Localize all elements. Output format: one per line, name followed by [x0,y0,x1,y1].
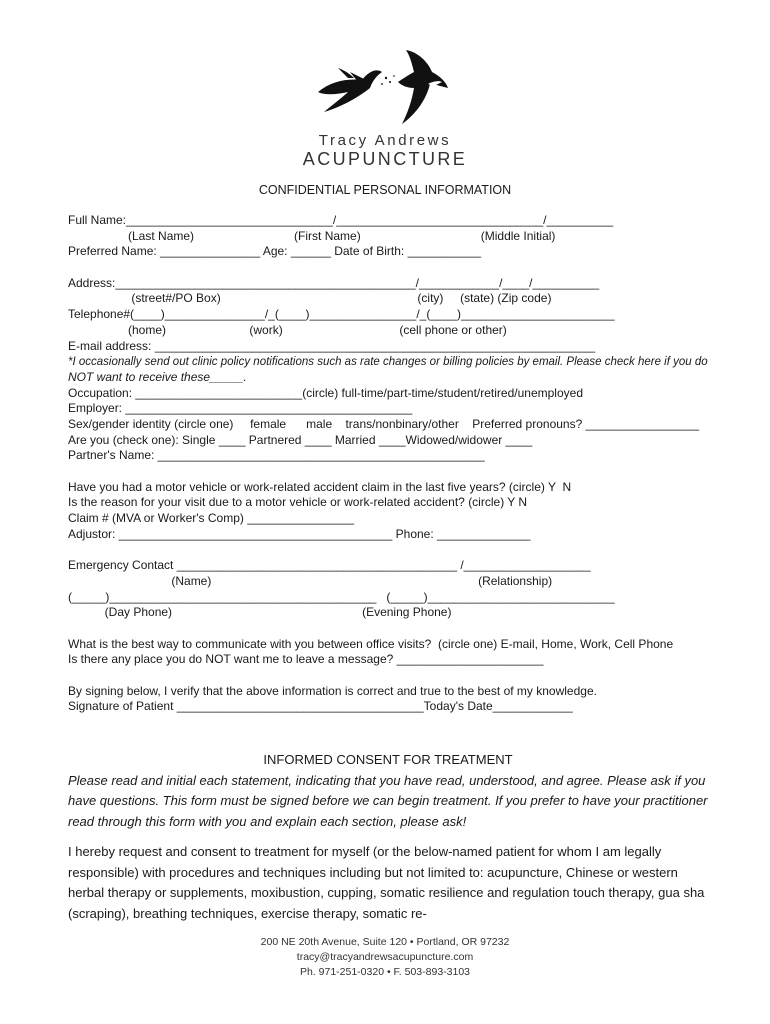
form-line: (street#/PO Box) (city) (state) (Zip code) [68,291,552,306]
form-line[interactable]: Signature of Patient _____________________________________Today's Date____________ [68,699,573,714]
form-line: (Day Phone) (Evening Phone) [68,605,452,620]
form-line [68,542,708,558]
form-line: Have you had a motor vehicle or work-related accident claim in the last five years? (circle) Y N [68,479,572,494]
form-line[interactable]: Is there any place you do NOT want me to leave a message? ______________________ [68,652,544,667]
form-line: *I occasionally send out clinic policy notifications such as rate changes or billing policies by email. Please check here if you do [68,354,708,369]
consent-title: INFORMED CONSENT FOR TREATMENT [263,752,513,767]
brand-name: Tracy Andrews [318,132,452,149]
form-line [68,621,708,637]
form-line[interactable]: Preferred Name: _______________ Age: ______ Date of Birth: ___________ [68,244,481,259]
form-line[interactable]: Claim # (MVA or Worker's Comp) ________________ [68,511,354,526]
footer [0,935,770,980]
form-line[interactable]: Employer: ___________________________________________ [68,401,413,416]
form-line[interactable]: Are you (check one): Single ____ Partnered ____ Married ____Widowed/widower ____ [68,432,533,447]
form-line: By signing below, I verify that the above information is correct and true to the best of my knowledge. [68,683,597,698]
swallows-logo-icon [310,42,460,126]
consent-section [68,750,708,924]
form-line[interactable]: Partner's Name: _________________________________________________ [68,448,485,463]
form-line: (Last Name) (First Name) (Middle Initial) [68,228,556,243]
form-line: Is the reason for your visit due to a motor vehicle or work-related accident? (circle) Y N [68,495,528,510]
brand-logo [0,42,770,170]
form-line[interactable]: E-mail address: __________________________________________________________________ [68,338,596,353]
form-line: (home) (work) (cell phone or other) [68,322,507,337]
brand-subtitle: ACUPUNCTURE [302,149,468,169]
footer-email: tracy@tracyandrewsacupuncture.com [296,951,474,963]
form-line[interactable]: Full Name:_______________________________/_______________________________/__________ [68,213,614,227]
form-line[interactable]: Occupation: _________________________(circle) full-time/part-time/student/retired/unemployed [68,385,583,400]
footer-address: 200 NE 20th Avenue, Suite 120 • Portland, OR 97232 [260,936,510,948]
form-line[interactable]: Emergency Contact __________________________________________ /___________________ [68,558,591,573]
consent-body: I hereby request and consent to treatment for myself (or the below-named patient for whom I am legally responsible) with procedures and techniques including but not limited to: acupuncture, Chinese or western herbal therapy or supplements, moxibustion, cupping, somatic resilience and regulation touch therapy, gua sha (scraping), breathing techniques, exercise therapy, somatic re- [68,844,705,921]
form-line[interactable]: Telephone#(____)_______________/_(____)________________/_(____)_______________________ [68,307,615,322]
consent-intro: Please read and initial each statement, indicating that you have read, understood, and agree. Please ask if you have questions. This form must be signed before we can begin treatment. If you prefer to have your practitioner read through this form with you and explain each section, please ask! [68,772,708,829]
form-line [68,668,708,684]
form-line: What is the best way to communicate with you between office visits? (circle one) E-mail, Home, Work, Cell Phone [68,636,674,651]
footer-phone: Ph. 971-251-0320 • F. 503-893-3103 [299,966,471,978]
personal-info-form [68,213,708,715]
form-line[interactable]: NOT want to receive these_____. [68,369,247,384]
form-title: CONFIDENTIAL PERSONAL INFORMATION [258,183,512,197]
form-line[interactable]: Address:_____________________________________________/____________/____/__________ [68,275,600,290]
form-line[interactable]: (_____)________________________________________ (_____)____________________________ [68,589,615,604]
form-line [68,464,708,480]
form-line[interactable]: Adjustor: _________________________________________ Phone: ______________ [68,526,531,541]
form-line: (Name) (Relationship) [68,573,553,588]
form-line [68,260,708,276]
form-line[interactable]: Sex/gender identity (circle one) female male trans/nonbinary/other Preferred pronouns? _________________ [68,416,700,431]
